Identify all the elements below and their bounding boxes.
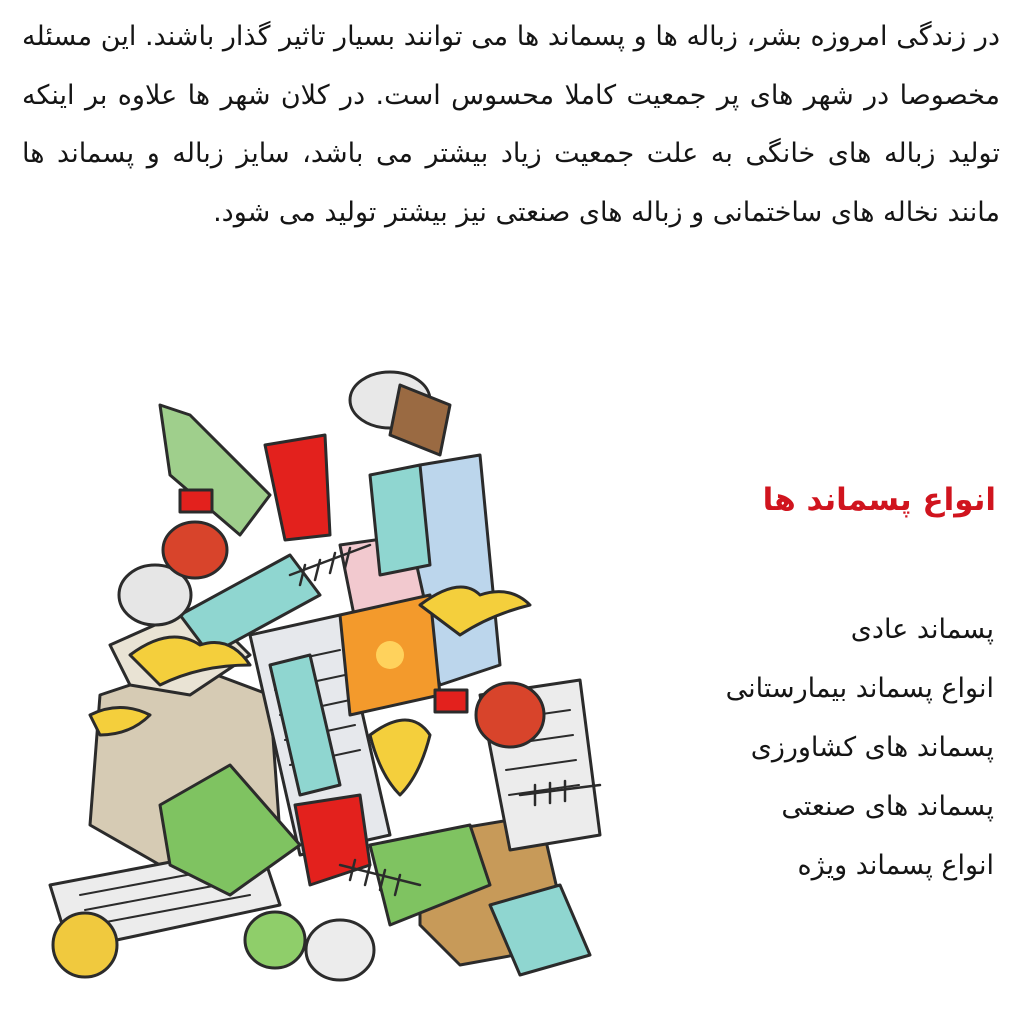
- list-item: پسماند های صنعتی: [781, 791, 994, 822]
- intro-paragraph: در زندگی امروزه بشر، زباله ها و پسماند ها می توانند بسیار تاثیر گذار باشند. این مسئله مخصوصا در شهر های پر جمعیت کاملا محسوس است. در کلان شهر ها علاوه بر اینکه تولید زباله های خانگی به علت جمعیت زیاد بیشتر می باشد، سایز زباله و پسماند ها مانند نخاله های ساختمانی و زباله های صنعتی نیز بیشتر تولید می شود.: [22, 21, 1000, 228]
- apple-core-right: [476, 683, 544, 747]
- cigarette-box-mid: [435, 690, 467, 712]
- can-brown: [390, 385, 450, 455]
- green-bottle-top: [160, 405, 270, 535]
- list-item: پسماند عادی: [850, 614, 994, 645]
- list-item: پسماند های کشاورزی: [750, 732, 994, 763]
- cigarette-box-top: [180, 490, 212, 512]
- list-item: انواع پسماند بیمارستانی: [725, 673, 994, 704]
- apple-core-bottom-left: [53, 913, 117, 977]
- red-cup-top: [265, 435, 330, 540]
- trash-pile-illustration: [40, 365, 620, 995]
- teal-bottle-upper: [370, 465, 430, 575]
- red-cup-bottom: [295, 795, 370, 885]
- apple-core-left: [163, 522, 227, 578]
- apple-core-bottom-green: [245, 912, 305, 968]
- can-bottom: [306, 920, 374, 980]
- section-title: انواع پسماند ها: [762, 482, 996, 518]
- list-item: انواع پسماند ویژه: [797, 850, 994, 881]
- waste-types-list: [574, 600, 994, 895]
